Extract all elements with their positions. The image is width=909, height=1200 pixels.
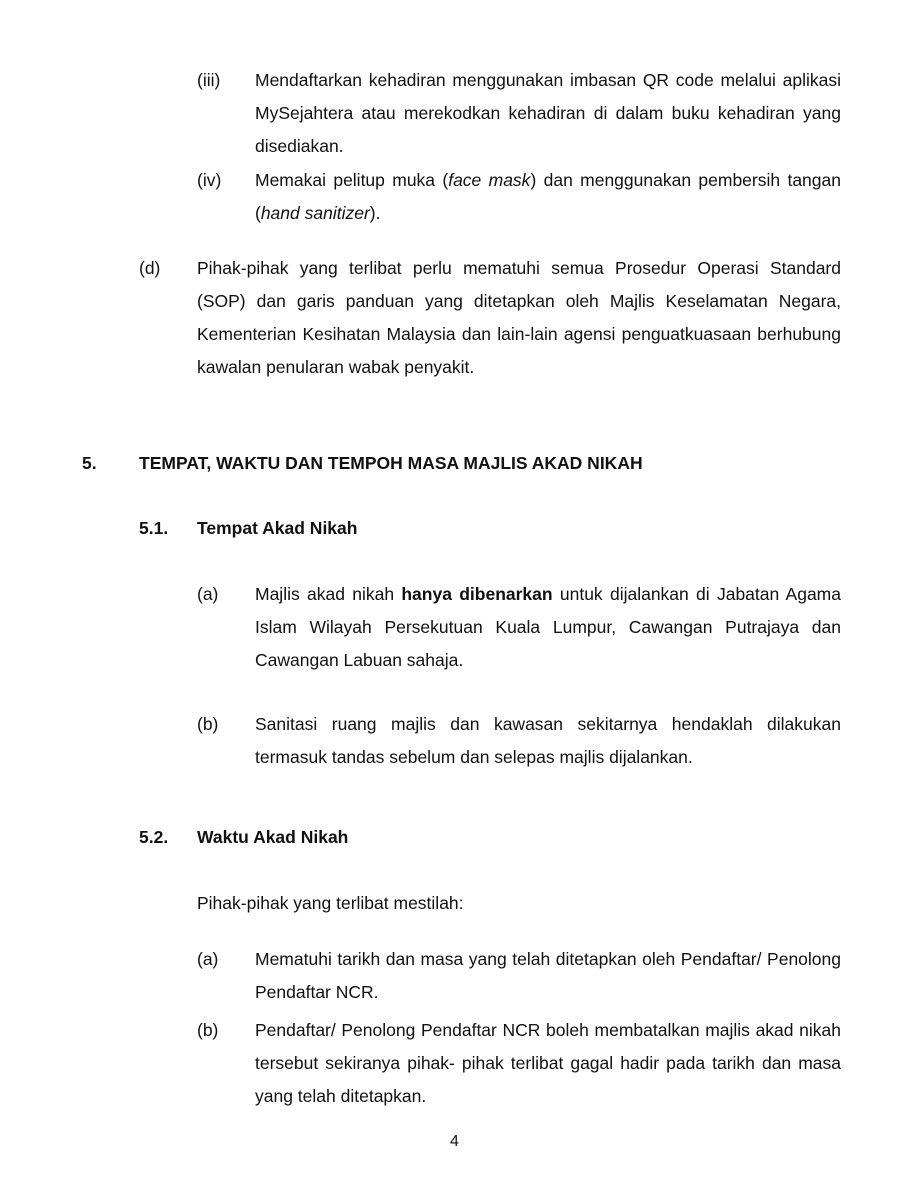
item-iv-italic-face-mask: face mask bbox=[448, 170, 531, 190]
item-iv-label: (iv) bbox=[197, 170, 222, 190]
item-iv-text bbox=[255, 164, 841, 230]
item-iii-label: (iii) bbox=[197, 70, 221, 90]
section-5-1-item-a-text-before: Majlis akad nikah bbox=[255, 584, 402, 604]
item-d-label: (d) bbox=[139, 258, 161, 278]
section-5-1-item-b-label: (b) bbox=[197, 714, 219, 734]
item-d-text: Pihak-pihak yang terlibat perlu mematuhi semua Prosedur Operasi Standard (SOP) dan garis panduan yang ditetapkan oleh Majlis Keselamatan Negara, Kementerian Kesihatan Malaysia dan lain-lain agensi penguatkuasaan berhubung kawalan penularan wabak penyakit. bbox=[197, 258, 841, 377]
section-5-1-item-a-label: (a) bbox=[197, 584, 219, 604]
section-5-2-intro: Pihak-pihak yang terlibat mestilah: bbox=[197, 893, 464, 913]
section-5-2-number: 5.2. bbox=[139, 827, 169, 847]
item-iii-text: Mendaftarkan kehadiran menggunakan imbasan QR code melalui aplikasi MySejahtera atau merekodkan kehadiran di dalam buku kehadiran yang disediakan. bbox=[255, 70, 841, 156]
item-iv-text-middle: ) dan menggunakan pembersih tangan ( bbox=[255, 170, 841, 223]
page-number: 4 bbox=[450, 1133, 459, 1150]
section-5-1-item-a-bold: hanya dibenarkan bbox=[401, 584, 553, 604]
section-5-1-item-b-text: Sanitasi ruang majlis dan kawasan sekitarnya hendaklah dilakukan termasuk tandas sebelum dan selepas majlis dijalankan. bbox=[255, 714, 841, 767]
section-5-2-item-b-label: (b) bbox=[197, 1020, 219, 1040]
section-5-1-item-a-text-after: untuk dijalankan di Jabatan Agama Islam Wilayah Persekutuan Kuala Lumpur, Cawangan Putrajaya dan Cawangan Labuan sahaja. bbox=[255, 584, 841, 670]
section-5-title: TEMPAT, WAKTU DAN TEMPOH MASA MAJLIS AKAD NIKAH bbox=[139, 453, 643, 473]
section-5-2-title: Waktu Akad Nikah bbox=[197, 827, 349, 847]
section-5-2-item-b-text: Pendaftar/ Penolong Pendaftar NCR boleh membatalkan majlis akad nikah tersebut sekiranya pihak- pihak terlibat gagal hadir pada tarikh dan masa yang telah ditetapkan. bbox=[255, 1020, 841, 1106]
section-5-1-item-a-text bbox=[255, 578, 841, 677]
section-5-2-item-a-text: Mematuhi tarikh dan masa yang telah ditetapkan oleh Pendaftar/ Penolong Pendaftar NCR. bbox=[255, 949, 841, 1002]
item-iv-text-before: Memakai pelitup muka ( bbox=[255, 170, 449, 190]
item-iv-text-after: ). bbox=[369, 203, 381, 223]
item-iv-italic-hand-sanitizer: hand sanitizer bbox=[260, 203, 370, 223]
section-5-1-number: 5.1. bbox=[139, 518, 169, 538]
section-5-number: 5. bbox=[82, 453, 97, 473]
section-5-2-item-a-label: (a) bbox=[197, 949, 219, 969]
section-5-1-title: Tempat Akad Nikah bbox=[197, 518, 358, 538]
